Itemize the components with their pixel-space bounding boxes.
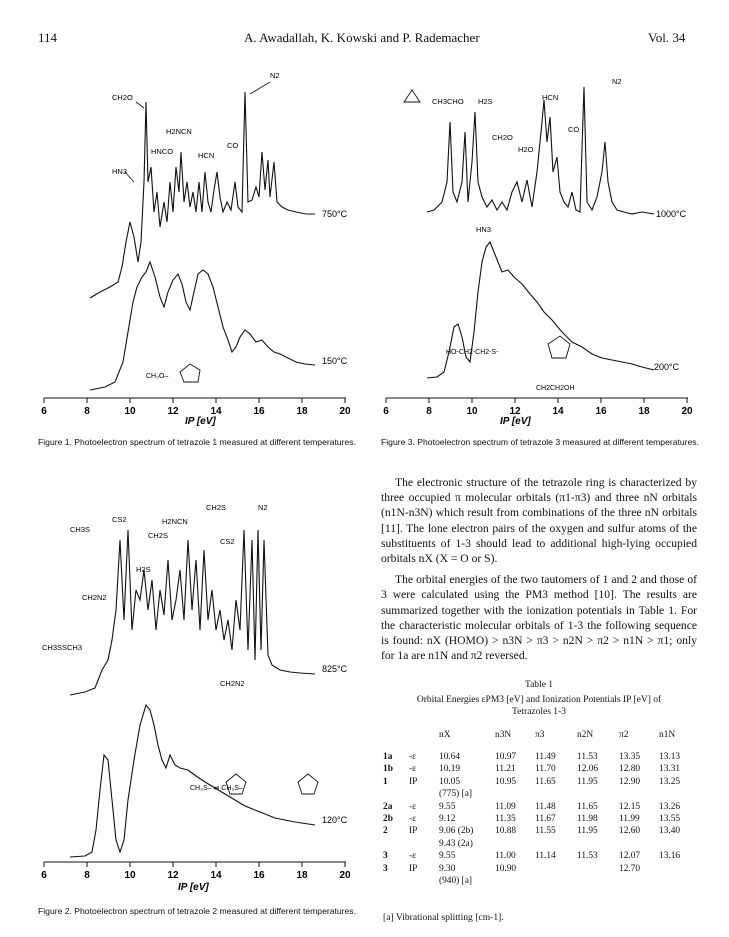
value-cell — [535, 839, 577, 851]
value-cell: 10.97 — [495, 752, 517, 762]
table-row — [383, 826, 695, 838]
type-cell: IP — [409, 826, 418, 837]
table-header-row — [383, 730, 695, 752]
value-cell: 9.43 (2a) — [439, 838, 473, 849]
tick-label: 12 — [167, 870, 179, 881]
table-row — [383, 789, 695, 801]
tick-label: 16 — [253, 406, 265, 417]
figure-3-structure — [548, 336, 570, 358]
peak-label: CH2O — [112, 93, 133, 102]
peak-label: HN3 — [476, 225, 492, 234]
table-1-title: Table 1 — [524, 680, 554, 690]
type-cell: IP — [409, 863, 418, 874]
value-cell — [535, 864, 577, 876]
tick-label: 20 — [339, 406, 351, 417]
figure-1-temp-top: 750°C — [322, 209, 348, 219]
peak-label: H2NCN — [166, 127, 192, 136]
value-cell — [535, 789, 577, 801]
value-cell — [619, 876, 659, 888]
peak-label: CH2N2 — [82, 593, 107, 602]
compound-cell: 2 — [383, 826, 388, 837]
table-1-caption-line-2: Tetrazoles 1-3 — [512, 707, 566, 717]
value-cell: 12.07 — [619, 851, 641, 862]
value-cell: 11.95 — [577, 776, 598, 787]
peak-label: H2O — [518, 145, 534, 154]
value-cell: 10.90 — [495, 863, 517, 874]
tick-label: 10 — [466, 406, 478, 417]
value-cell: 11.49 — [535, 752, 556, 762]
value-cell: 10.19 — [439, 764, 461, 775]
value-cell — [577, 876, 619, 888]
compound-cell — [383, 876, 409, 888]
value-cell: 12.15 — [619, 801, 641, 812]
peak-label: CH2S — [148, 531, 169, 540]
table-row — [383, 777, 695, 789]
figure-1-structure — [180, 364, 200, 382]
column-header: nX — [439, 730, 451, 740]
body-paragraph: The electronic structure of the tetrazole ring is characterized by three occupied π molecular orbitals (π1-π3) and three nN orbitals (n1N-n3N) which result from combinations of the three nN orbitals [11]. The lone electron pairs of the oxygen and sulfur atoms of the substituents of 1-3 should lead to additional high-lying occupied orbitals nX (X = O or S). — [381, 476, 697, 566]
value-cell: 9.12 — [439, 813, 456, 824]
value-cell: 11.48 — [535, 801, 556, 812]
figure-2-caption: Figure 2. Photoelectron spectrum of tetrazole 2 measured at different temperatures. — [38, 906, 356, 916]
column-header: π2 — [619, 730, 629, 740]
figure-2-peak-labels — [42, 503, 268, 688]
type-cell: -ε — [409, 752, 417, 762]
tick-label: 20 — [681, 406, 693, 417]
peak-label: H2NCN — [162, 517, 188, 526]
value-cell — [659, 864, 695, 876]
tick-label: 6 — [383, 406, 389, 417]
table-1-body — [383, 752, 695, 888]
figure-3 — [372, 62, 702, 427]
value-cell: 13.25 — [659, 776, 681, 787]
compound-cell — [383, 839, 409, 851]
figure-1-temp-bottom: 150°C — [322, 356, 348, 366]
table-1 — [383, 730, 695, 888]
value-cell: 9.06 (2b) — [439, 826, 474, 837]
value-cell: 11.00 — [495, 851, 516, 862]
figure-3-structure-label: CH2CH2OH — [536, 385, 575, 392]
figure-3-peak-labels — [432, 77, 622, 234]
value-cell: (775) [a] — [439, 789, 473, 800]
table-row — [383, 876, 695, 888]
peak-label: CH2N2 — [220, 679, 245, 688]
figure-3-thiirane-structure — [404, 90, 420, 102]
figure-2-temp-bottom: 120°C — [322, 815, 348, 825]
table-row — [383, 752, 695, 764]
peak-label: N2 — [612, 77, 622, 86]
figure-2-axis-ticks — [44, 862, 345, 867]
type-cell — [409, 839, 439, 851]
peak-label: CH3CHO — [432, 97, 464, 106]
value-cell: 11.09 — [495, 801, 516, 812]
tick-label: 12 — [167, 406, 179, 417]
column-header: n3N — [495, 730, 512, 740]
figure-1-spectrum-top — [90, 92, 315, 298]
value-cell — [577, 864, 619, 876]
figure-1-peak-labels — [112, 71, 280, 176]
value-cell — [577, 839, 619, 851]
body-paragraph: The orbital energies of the two tautomers of 1 and 2 and those of 3 were calculated using the PM3 method [10]. The results are summarized together with the ionization potentials in Table 1. For the characteristic molecular orbitals of 1-3 the following sequence is found: nX (HOMO) > n3N > π3 > n2N > π2 > n1N > π1; only for 1a are n1N and π2 reversed. — [381, 573, 697, 663]
tick-label: 14 — [552, 406, 564, 417]
figure-2-temp-top: 825°C — [322, 664, 348, 674]
value-cell — [495, 876, 535, 888]
figure-3-axis-ticks — [386, 398, 687, 403]
figure-2 — [30, 500, 360, 900]
value-cell: 11.98 — [577, 813, 598, 824]
value-cell: 10.64 — [439, 752, 461, 762]
peak-label: N2 — [258, 503, 268, 512]
compound-cell: 1 — [383, 776, 388, 787]
value-cell: 11.99 — [619, 813, 640, 824]
figure-2-structure-b — [298, 774, 318, 794]
figure-3-temp-bottom: 200°C — [654, 362, 680, 372]
tick-label: 18 — [296, 870, 308, 881]
tick-label: 16 — [253, 870, 265, 881]
value-cell: 12.06 — [577, 764, 599, 775]
table-row — [383, 851, 695, 863]
peak-label: HN3 — [112, 167, 128, 176]
value-cell — [495, 789, 535, 801]
value-cell: 11.65 — [535, 776, 556, 787]
peak-label: CH2S — [206, 503, 227, 512]
figure-1-axis-ticks — [44, 398, 345, 403]
type-cell: IP — [409, 776, 418, 787]
figure-1-spectrum-bottom — [90, 262, 315, 390]
peak-label: CS2 — [220, 537, 235, 546]
type-cell: -ε — [409, 851, 417, 862]
value-cell: 10.05 — [439, 776, 461, 787]
type-cell — [409, 876, 439, 888]
compound-cell: 1b — [383, 764, 393, 775]
value-cell: 10.88 — [495, 826, 517, 837]
value-cell: 11.65 — [577, 801, 598, 812]
value-cell: 11.21 — [495, 764, 516, 775]
figure-3-spectrum-top — [427, 87, 654, 214]
type-cell: -ε — [409, 801, 417, 812]
type-cell: -ε — [409, 764, 417, 775]
value-cell: 11.53 — [577, 752, 598, 762]
tick-label: 6 — [41, 406, 47, 417]
type-cell: -ε — [409, 813, 417, 824]
value-cell: 13.31 — [659, 764, 681, 775]
compound-cell: 2a — [383, 801, 393, 812]
figure-3-structure-label: HO-CH2-CH2-S- — [446, 349, 499, 356]
table-row — [383, 764, 695, 776]
running-header-volume: Vol. 34 — [648, 30, 686, 45]
peak-label: CH3S — [70, 525, 91, 534]
value-cell: 13.13 — [659, 752, 681, 762]
peak-label: CO — [568, 125, 580, 134]
column-header: n2N — [577, 730, 594, 740]
table-row — [383, 802, 695, 814]
table-row — [383, 814, 695, 826]
tick-label: 14 — [210, 870, 222, 881]
figure-2-spectrum-top — [70, 530, 315, 695]
value-cell — [659, 789, 695, 801]
value-cell: 12.80 — [619, 764, 641, 775]
peak-label: CO — [227, 141, 239, 150]
compound-cell: 3 — [383, 863, 388, 874]
value-cell: 12.60 — [619, 826, 641, 837]
type-cell — [409, 789, 439, 801]
figure-1 — [30, 62, 360, 427]
value-cell: 12.70 — [619, 863, 641, 874]
compound-cell: 1a — [383, 752, 393, 762]
compound-cell: 2b — [383, 813, 393, 824]
running-header-authors: A. Awadallah, K. Kowski and P. Rademacher — [244, 30, 480, 45]
peak-label: CH3SSCH3 — [42, 643, 83, 652]
tick-label: 16 — [595, 406, 607, 417]
value-cell: 11.67 — [535, 813, 556, 824]
value-cell: 11.70 — [535, 764, 556, 775]
value-cell: 11.55 — [535, 826, 556, 837]
value-cell: 13.40 — [659, 826, 681, 837]
compound-cell — [383, 789, 409, 801]
value-cell — [619, 839, 659, 851]
page-number: 114 — [38, 30, 58, 45]
tick-label: 8 — [426, 406, 432, 417]
value-cell: 9.30 — [439, 863, 456, 874]
table-1-footnote: [a] Vibrational splitting [cm-1]. — [383, 912, 504, 923]
value-cell: 10.95 — [495, 776, 517, 787]
column-header: n1N — [659, 730, 676, 740]
value-cell: (940) [a] — [439, 875, 473, 886]
column-header: π3 — [535, 730, 545, 740]
peak-label: CH2O — [492, 133, 513, 142]
value-cell — [659, 876, 695, 888]
figure-1-axis-label: IP [eV] — [185, 416, 216, 427]
figure-2-spectrum-bottom — [70, 705, 315, 857]
value-cell: 13.16 — [659, 851, 681, 862]
value-cell: 11.95 — [577, 826, 598, 837]
peak-label: CS2 — [112, 515, 127, 524]
figure-2-structure-label: CH₃S– ⇌ CH₃S– — [190, 785, 243, 792]
body-text-column — [381, 475, 697, 669]
figure-3-axis-label: IP [eV] — [500, 416, 531, 427]
value-cell — [535, 876, 577, 888]
tick-label: 14 — [210, 406, 222, 417]
value-cell: 9.55 — [439, 801, 456, 812]
tick-label: 8 — [84, 406, 90, 417]
value-cell: 11.14 — [535, 851, 556, 862]
tick-label: 10 — [124, 406, 136, 417]
value-cell: 12.90 — [619, 776, 641, 787]
table-row — [383, 864, 695, 876]
tick-label: 20 — [339, 870, 351, 881]
value-cell: 13.35 — [619, 752, 641, 762]
compound-cell: 3 — [383, 851, 388, 862]
table-1-caption-line-1: Orbital Energies εPM3 [eV] and Ionization Potentials IP [eV] of — [416, 695, 662, 705]
figure-3-caption: Figure 3. Photoelectron spectrum of tetrazole 3 measured at different temperatures. — [381, 437, 699, 447]
figure-3-spectrum-bottom — [427, 242, 654, 378]
value-cell: 13.55 — [659, 813, 681, 824]
value-cell — [659, 839, 695, 851]
peak-label: HCN — [198, 151, 215, 160]
value-cell: 11.53 — [577, 851, 598, 862]
peak-label: H2S — [478, 97, 493, 106]
value-cell: 11.35 — [495, 813, 516, 824]
peak-label: HCN — [542, 93, 559, 102]
tick-label: 10 — [124, 870, 136, 881]
peak-label: N2 — [270, 71, 280, 80]
tick-label: 12 — [509, 406, 521, 417]
peak-label: HNCO — [151, 147, 174, 156]
figure-2-axis-label: IP [eV] — [178, 882, 209, 893]
tick-label: 18 — [638, 406, 650, 417]
value-cell — [495, 839, 535, 851]
figure-1-caption: Figure 1. Photoelectron spectrum of tetrazole 1 measured at different temperatures. — [38, 437, 356, 447]
value-cell: 9.55 — [439, 851, 456, 862]
tick-label: 6 — [41, 870, 47, 881]
figure-1-structure-label: CH₃O– — [146, 373, 169, 380]
table-row — [383, 839, 695, 851]
tick-label: 18 — [296, 406, 308, 417]
value-cell — [619, 789, 659, 801]
tick-label: 8 — [84, 870, 90, 881]
peak-label: H2S — [136, 565, 151, 574]
value-cell — [577, 789, 619, 801]
figure-3-temp-top: 1000°C — [656, 209, 687, 219]
value-cell: 13.26 — [659, 801, 681, 812]
